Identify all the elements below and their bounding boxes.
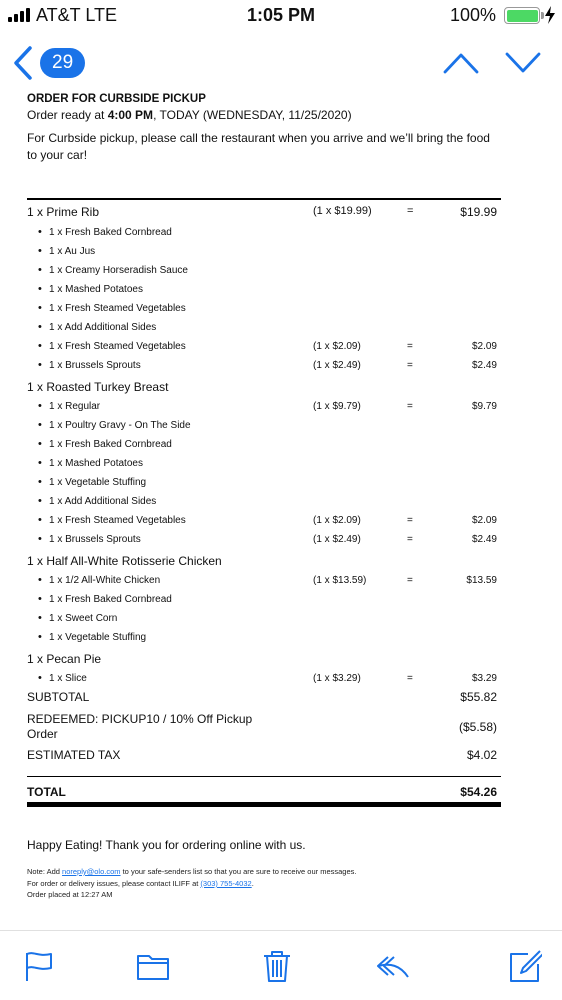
item-unit-price: (1 x $19.99) — [313, 205, 372, 217]
note-suffix: to your safe-senders list so that you are sure to receive our messages. — [120, 867, 357, 876]
item-name: • 1 x Mashed Potatoes — [49, 284, 143, 295]
order-placed-text: Order placed at 12:27 AM — [27, 890, 113, 899]
item-name: • 1 x Poultry Gravy - On The Side — [49, 420, 191, 431]
chevron-left-icon[interactable] — [10, 45, 38, 81]
equals-sign: = — [407, 515, 413, 526]
total-bottom-rule — [27, 802, 501, 807]
item-amount: $2.49 — [471, 360, 497, 371]
equals-sign: = — [407, 575, 413, 586]
item-amount: $2.49 — [471, 534, 497, 545]
item-amount: $9.79 — [471, 401, 497, 412]
charging-bolt-icon — [544, 6, 556, 24]
item-name: • 1 x Vegetable Stuffing — [49, 632, 146, 643]
issues-suffix: . — [251, 879, 254, 888]
noreply-email-link[interactable]: noreply@olo.com — [62, 867, 121, 876]
item-amount: $19.99 — [460, 205, 497, 219]
item-amount: ($5.58) — [458, 720, 497, 734]
equals-sign: = — [407, 360, 413, 371]
item-amount: $13.59 — [466, 575, 497, 586]
item-name: ESTIMATED TAX — [27, 748, 121, 762]
total-label: TOTAL — [27, 785, 66, 799]
equals-sign: = — [407, 534, 413, 545]
item-unit-price: (1 x $13.59) — [313, 575, 367, 586]
item-name: • 1 x Mashed Potatoes — [49, 458, 143, 469]
item-name: REDEEMED: PICKUP10 / 10% Off Pickup Order — [27, 712, 253, 741]
mail-nav-bar — [0, 36, 562, 90]
item-name: • 1 x Fresh Steamed Vegetables — [49, 515, 186, 526]
item-amount: $2.09 — [471, 515, 497, 526]
ready-prefix: Order ready at — [27, 108, 108, 122]
item-amount: $4.02 — [466, 748, 497, 762]
item-name: • 1 x 1/2 All-White Chicken — [49, 575, 160, 586]
item-amount: $2.09 — [471, 341, 497, 352]
chevron-down-icon[interactable] — [504, 50, 542, 76]
item-name: • 1 x Sweet Corn — [49, 613, 117, 624]
phone-link[interactable]: (303) 755-4032 — [200, 879, 252, 888]
item-name: • 1 x Slice — [49, 673, 87, 684]
item-amount: $3.29 — [471, 673, 497, 684]
email-header — [27, 92, 501, 164]
item-name: • 1 x Fresh Steamed Vegetables — [49, 303, 186, 314]
item-name: 1 x Prime Rib — [27, 205, 100, 219]
item-name: 1 x Roasted Turkey Breast — [27, 380, 169, 394]
message-count-badge[interactable]: 29 — [40, 48, 85, 78]
item-unit-price: (1 x $3.29) — [313, 673, 361, 684]
ready-suffix: , TODAY (WEDNESDAY, 11/25/2020) — [153, 108, 352, 122]
item-unit-price: (1 x $9.79) — [313, 401, 361, 412]
item-unit-price: (1 x $2.49) — [313, 360, 361, 371]
trash-icon[interactable] — [260, 949, 294, 983]
item-name: • 1 x Fresh Steamed Vegetables — [49, 341, 186, 352]
battery-percent: 100% — [449, 5, 496, 25]
issues-prefix: For order or delivery issues, please contact ILIFF at — [27, 879, 201, 888]
item-name: • 1 x Fresh Baked Cornbread — [49, 594, 172, 605]
item-name: • 1 x Regular — [49, 401, 100, 412]
safe-sender-note — [27, 866, 356, 877]
item-name: • 1 x Fresh Baked Cornbread — [49, 439, 172, 450]
carrier-label: AT&T LTE — [36, 5, 118, 25]
status-bar — [0, 0, 562, 32]
reply-icon[interactable] — [376, 949, 410, 983]
order-ready-line — [27, 108, 501, 123]
item-name: • 1 x Vegetable Stuffing — [49, 477, 146, 488]
item-amount: $55.82 — [460, 690, 497, 704]
issues-note — [27, 878, 254, 889]
total-amount: $54.26 — [460, 785, 497, 799]
order-table-top-rule — [27, 198, 501, 200]
pickup-note: For Curbside pickup, please call the restaurant when you arrive and we’ll bring the food to your car! — [27, 131, 490, 162]
item-name: 1 x Half All-White Rotisserie Chicken — [27, 554, 222, 568]
order-title: ORDER FOR CURBSIDE PICKUP — [27, 93, 206, 105]
item-name: 1 x Pecan Pie — [27, 652, 102, 666]
item-name: • 1 x Fresh Baked Cornbread — [49, 227, 172, 238]
item-unit-price: (1 x $2.09) — [313, 341, 361, 352]
item-name: • 1 x Creamy Horseradish Sauce — [49, 265, 188, 276]
battery-icon — [504, 7, 540, 24]
compose-icon[interactable] — [508, 949, 542, 983]
item-name: • 1 x Brussels Sprouts — [49, 534, 141, 545]
item-unit-price: (1 x $2.09) — [313, 515, 361, 526]
total-top-rule — [27, 776, 501, 777]
equals-sign: = — [407, 205, 414, 217]
item-name: • 1 x Brussels Sprouts — [49, 360, 141, 371]
note-prefix: Note: Add — [27, 867, 63, 876]
ready-time: 4:00 PM — [107, 108, 154, 122]
item-name: • 1 x Au Jus — [49, 246, 95, 257]
equals-sign: = — [407, 673, 413, 684]
bottom-toolbar — [0, 930, 562, 1000]
thank-you-text: Happy Eating! Thank you for ordering online with us. — [27, 838, 306, 852]
equals-sign: = — [407, 341, 413, 352]
flag-icon[interactable] — [22, 949, 56, 983]
chevron-up-icon[interactable] — [442, 50, 480, 76]
folder-icon[interactable] — [136, 949, 170, 983]
equals-sign: = — [407, 401, 413, 412]
status-time: 1:05 PM — [246, 5, 316, 25]
item-name: • 1 x Add Additional Sides — [49, 496, 156, 507]
item-name: SUBTOTAL — [27, 690, 90, 704]
item-unit-price: (1 x $2.49) — [313, 534, 361, 545]
item-name: • 1 x Add Additional Sides — [49, 322, 156, 333]
